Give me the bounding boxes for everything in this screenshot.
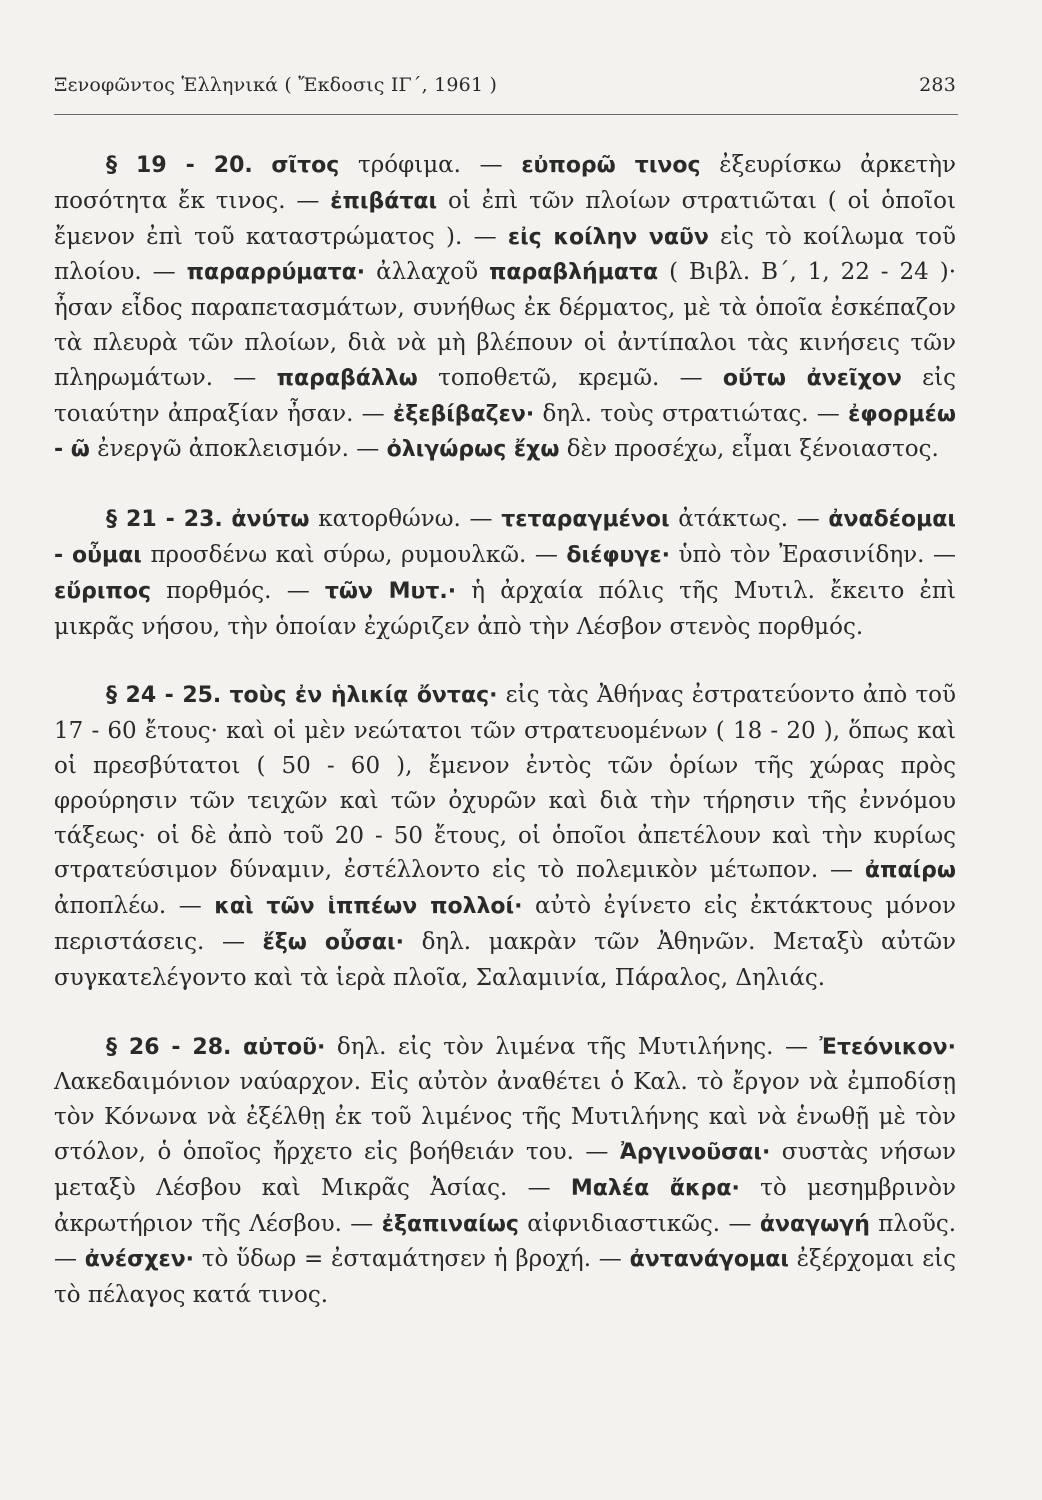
section-number: § 19 - 20. <box>106 153 253 178</box>
gloss: ἀτάκτως. — <box>669 506 829 533</box>
lemma: τεταραγμένοι <box>501 507 670 533</box>
lemma: ἐξαπιναίως <box>381 1211 519 1237</box>
lemma: ὀλιγώρως ἔχω <box>386 437 560 463</box>
section-number: § 21 - 23. <box>106 507 223 533</box>
gloss: τρόφιμα. — <box>339 152 522 178</box>
lemma: ἀνέσχεν· <box>84 1247 195 1273</box>
lemma: Μαλέα ἄκρα· <box>570 1175 740 1201</box>
gloss: ὑπὸ τὸν Ἐρασινίδην. — <box>669 541 957 568</box>
gloss: δηλ. μακρὰν τῶν Ἀθηνῶν. Μεταξὺ αὐτῶν συγκατελέγοντο καὶ τὰ ἱερὰ πλοῖα, Σαλαμινία, Πάραλος, Δηλιάς. <box>54 928 956 991</box>
gloss: ἀλλαχοῦ <box>365 259 489 286</box>
gloss: εἰς τοιαύτην ἀπραξίαν ἦσαν. — <box>54 364 956 427</box>
lemma: Ἐτεόνικον· <box>819 1034 957 1060</box>
lemma: διέφυγε· <box>566 542 670 568</box>
gloss: αὐτὸ ἐγίνετο εἰς ἐκτάκτους μόνον περιστάσεις. — <box>54 893 957 955</box>
lemma: εὐπορῶ τινος <box>521 153 701 178</box>
lemma: ἐφορμέω - ῶ <box>54 401 956 463</box>
gloss: τὸ μεσημβρινὸν ἀκρωτήριον τῆς Λέσβου. — <box>54 1174 956 1237</box>
gloss: εἰς τὰς Ἀθήνας ἐστρατεύοντο ἀπὸ τοῦ 17 - 60 ἔτους· καὶ οἱ μὲν νεώτατοι τῶν στρατευομένων ( 18 - 20 ), ὅπως καὶ οἱ πρεσβύτατοι ( 50 - 60 ), ἔμενον ἐντὸς τῶν ὁρίων τῆς χώρας πρὸς φρούρησιν τῶν τειχῶν καὶ τῶν ὀχυρῶν καὶ διὰ τὴν τήρησιν τῆς ἐννόμου τάξεως· οἱ δὲ ἀπὸ τοῦ 20 - 50 ἔτους, οἱ ὁποῖοι ἀπετέλουν καὶ τὴν κυρίως στρατεύσιμον δύναμιν, ἐστέλλοντο εἰς τὸ πολεμικὸν μέτωπον. — <box>54 682 957 884</box>
lemma: Ἀργινοῦσαι· <box>619 1139 771 1165</box>
commentary-body <box>54 148 956 1347</box>
lemma: αὐτοῦ· <box>242 1034 326 1060</box>
section-text <box>54 1034 956 1309</box>
lemma: ἔξω οὖσαι· <box>262 929 404 955</box>
lemma: ἀπαίρω <box>864 858 956 884</box>
running-title: Ξενοφῶντος Ἑλληνικά ( Ἔκδοσις ΙΓ΄, 1961 ) <box>54 74 498 96</box>
lemma: οὕτω ἀνεῖχον <box>722 365 902 391</box>
gloss: δὲν προσέχω, εἶμαι ξένοιαστος. <box>559 436 939 463</box>
section-text <box>54 152 956 462</box>
lemma: παραρρύματα· <box>186 260 366 286</box>
section-number: § 26 - 28. <box>106 1034 232 1060</box>
section-number: § 24 - 25. <box>106 683 222 709</box>
lemma: παραβάλλω <box>276 365 418 391</box>
section-text <box>54 682 956 990</box>
gloss: δηλ. τοὺς στρατιώτας. — <box>534 400 849 427</box>
running-header <box>54 74 956 96</box>
gloss: τοποθετῶ, κρεμῶ. — <box>417 364 723 391</box>
gloss: ἐξευρίσκω ἀρκετὴν ποσότητα ἔκ τινος. — <box>54 152 956 214</box>
section-24-25 <box>54 678 956 995</box>
gloss: ἀποπλέω. — <box>54 893 215 920</box>
section-19-20 <box>54 148 956 468</box>
gloss: πορθμός. — <box>150 577 325 604</box>
lemma: ἐξεβίβαζεν· <box>392 401 535 427</box>
gloss: ἡ ἀρχαία πόλις τῆς Μυτιλ. ἔκειτο ἐπὶ μικρᾶς νήσου, τὴν ὁποίαν ἐχώριζεν ἀπὸ τὴν Λέσβον στενὸς πορθμός. <box>54 577 956 640</box>
lemma: εὔριπος <box>54 578 151 604</box>
gloss: εἰς τὸ κοίλωμα τοῦ πλοίου. — <box>54 223 956 286</box>
lemma: ἀναδέομαι - οὖμαι <box>54 507 956 568</box>
gloss: Λακεδαιμόνιον ναύαρχον. Εἰς αὐτὸν ἀναθέτει ὁ Καλ. τὸ ἔργον νὰ ἐμποδίσῃ τὸν Κόνωνα νὰ ἐξέλθῃ ἐκ τοῦ λιμένος τῆς Μυτιλήνης καὶ νὰ ἑνωθῇ μὲ τὸν στόλον, ὁ ὁποῖος ἤρχετο εἰς βοήθειάν του. — <box>54 1069 956 1165</box>
page-number: 283 <box>919 74 956 96</box>
gloss: δηλ. εἰς τὸν λιμένα τῆς Μυτιλήνης. — <box>325 1033 820 1060</box>
lemma: ἀναγωγή <box>759 1211 870 1237</box>
lemma: ἀνύτω <box>231 507 310 533</box>
gloss: οἱ ἐπὶ τῶν πλοίων στρατιῶται ( οἱ ὁποῖοι ἔμενον ἐπὶ τοῦ καταστρώματος ). — <box>54 187 957 250</box>
lemma: καὶ τῶν ἱππέων πολλοί· <box>214 894 523 920</box>
gloss: ἐξέρχομαι εἰς τὸ πέλαγος κατά τινος. <box>54 1246 957 1309</box>
header-rule <box>54 114 958 115</box>
gloss: κατορθώνω. — <box>309 506 502 533</box>
lemma: ἐπιβάται <box>330 188 438 214</box>
gloss: πλοῦς. — <box>54 1210 957 1273</box>
lemma: εἰς κοίλην ναῦν <box>507 224 709 250</box>
lemma: παραβλήματα <box>489 260 659 286</box>
lemma: τῶν Μυτ.· <box>324 578 457 604</box>
lemma: σῖτος <box>271 153 340 178</box>
gloss: ( Βιβλ. Β΄, 1, 22 - 24 )· ἦσαν εἶδος παραπετασμάτων, συνήθως ἐκ δέρματος, μὲ τὰ ὁποῖα ἐσκέπαζον τὰ πλευρὰ τῶν πλοίων, διὰ νὰ μὴ βλέπουν οἱ ἀντίπαλοι τὰς κινήσεις τῶν πληρωμάτων. — <box>54 259 957 391</box>
section-26-28 <box>54 1030 956 1313</box>
gloss: ἐνεργῶ ἀποκλεισμόν. — <box>89 436 387 463</box>
gloss: συστὰς νήσων μεταξὺ Λέσβου καὶ Μικρᾶς Ἀσίας. — <box>54 1138 956 1201</box>
gloss: αἰφνιδιαστικῶς. — <box>518 1210 760 1237</box>
lemma: τοὺς ἐν ἡλικίᾳ ὄντας· <box>229 683 498 709</box>
gloss: προσδένω καὶ σύρω, ρυμουλκῶ. — <box>141 541 567 568</box>
lemma: ἀντανάγομαι <box>629 1247 789 1273</box>
section-21-23 <box>54 502 956 644</box>
gloss: τὸ ὕδωρ = ἐσταμάτησεν ἡ βροχή. — <box>194 1246 630 1273</box>
